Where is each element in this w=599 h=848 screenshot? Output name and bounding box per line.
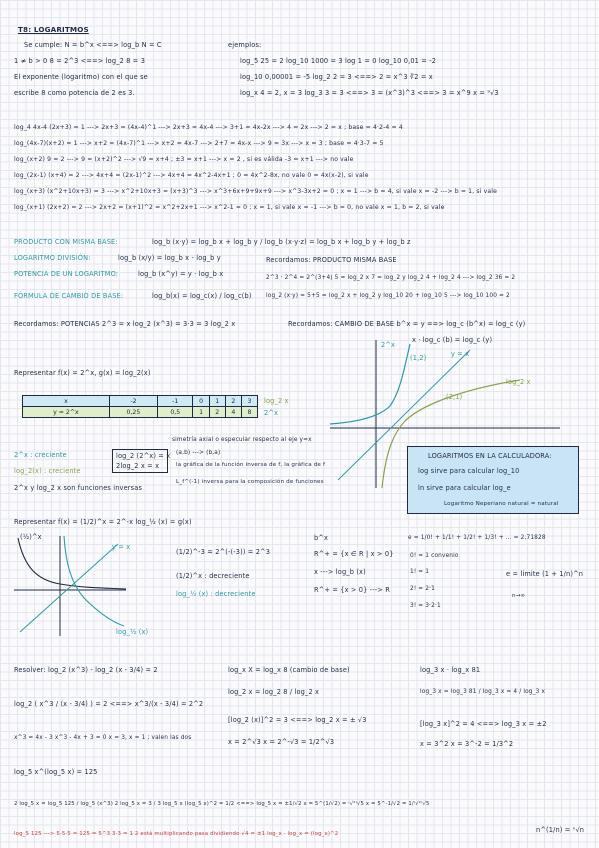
prop-product: log_b (x·y) = log_b x + log_b y / log_b (x·y·z) = log_b x + log_b y + log_b z [152,238,411,246]
values-table-header-row [23,396,258,407]
nth-root-note: n^(1/n) = ⁿ√n [536,826,585,834]
prop-division: log_b (x/y) = log_b x - log_b y [118,254,221,262]
base-change-2: [log_2 (x)]^2 = 3 <==> log_2 x = ± √3 [228,716,367,724]
domain-b-power: b^x [314,534,329,542]
curve-half-power [18,538,126,589]
values-table [22,395,258,418]
graph1-point-1: (1,2) [410,354,427,362]
table-cell: 0,25 [109,407,157,418]
rep2-decreasing-exp: (1/2)^x : decreciente [176,572,250,580]
log81-1: log_3 x = log_3 81 / log_3 x = 4 / log_3 x [420,689,546,695]
factorial-3: 3! = 3·2·1 [410,603,441,609]
base-change-1: log_2 x = log_2 8 / log_2 x [228,688,320,696]
values-table-row [23,407,258,418]
e-series: e = 1/0! + 1/1! + 1/2! + 1/3! + ... = 2,71828 [408,535,546,541]
example-line-1: log_5 25 = 2 log_10 1000 = 3 log 1 = 0 log_10 0,01 = -2 [240,57,437,65]
example-line-2: log_10 0,00001 = -5 log_2 2 = 3 <==> 2 = x^3 ∛2 = x [240,73,433,81]
graph2-label-exp: (½)^x [20,533,42,541]
examples-label: ejemplos: [228,41,262,49]
equation-2: log_(4x-7)(x+2) = 1 ---> x+2 = (4x-7)^1 ---> x+2 = 4x-7 ---> 2+7 = 4x-x ---> 9 = 3x ---> x = 3 ; base = 4·3-7 = 5 [14,140,384,147]
domain-map-2: R^+ = {x > 0} ---> R [314,586,390,594]
rep1-title: Representar f(x) = 2^x, g(x) = log_2(x) [14,369,151,377]
table-cell: 1 [193,407,209,418]
solve-step-2: x^3 = 4x - 3 x^3 - 4x + 3 = 0 x = 3, x = 1 ; valen las dos [14,735,192,741]
graph-decreasing [14,536,126,636]
recall-product-b: log_2 (x·y) = 5+5 = log_2 x + log_2 y log_10 20 + log_10 5 ---> log_10 100 = 2 [266,293,510,299]
equation-5: log_(x+3) (x^2+10x+3) = 3 ---> x^2+10x+3 = (x+3)^3 ---> x^3+6x+9+9x+9 ---> x^3-3x+2 = 0 ; x = 1 ---> b = 4, si vale x = -2 ---> b = 1, si vale [14,188,498,195]
symmetry-note: simetría axial o especular respecto al eje y=x [172,437,312,443]
log125-note: log_5 125 ---> 5·5·5 = 125 = 5^3 3·3 = 1 2 está multiplicando pasa dividiendo √4 = ±1 log_x · log_x = (log_x)^2 [14,831,339,837]
inverse-functions-note: 2^x y log_2 x son funciones inversas [14,484,143,492]
calculator-natural: Logaritmo Neperiano natural = natural [444,501,559,507]
table-cell: x [23,396,110,407]
log81-2: [log_3 x]^2 = 4 <==> log_3 x = ±2 [420,720,547,728]
graph2-label-yx: y = x [112,543,131,551]
graph1-label-log: log_2 x [506,378,531,386]
base-change-title: log_x X = log_x 8 (cambio de base) [228,666,350,674]
table-cell: -2 [109,396,157,407]
table-cell: 0,5 [158,407,193,418]
prop-product-label: PRODUCTO CON MISMA BASE: [14,238,118,246]
recall-base-change: Recordamos: CAMBIO DE BASE b^x = y ==> log_c (b^x) = log_c (y) [288,320,526,328]
table-cell: 4 [225,407,241,418]
log81-title: log_3 x · log_x 81 [420,666,481,674]
prop-power: log_b (x^y) = y · log_b x [138,270,224,278]
recall-powers: Recordamos: POTENCIAS 2^3 = x log_2 (x^3) = 3·3 = 3 log_2 x [14,320,236,328]
solve-title: Resolver: log_2 (x^3) - log_2 (x - 3/4) = 2 [14,666,158,674]
table-cell: 2 [209,407,225,418]
graph1-label-yx: y = x [451,350,470,358]
log125-title: log_5 x^(log_5 x) = 125 [14,768,98,776]
calculator-title: LOGARITMOS EN LA CALCULADORA: [428,452,552,460]
curve-exp [330,344,410,424]
rep2-decreasing-log: log_½ (x) : decreciente [176,590,256,598]
domain-map: x ---> log_b (x) [314,568,366,576]
solve-step-1: log_2 ( x^3 / (x - 3/4) ) = 2 <==> x^3/(x - 3/4) = 2^2 [14,700,204,708]
calculator-ln: ln sirve para calcular log_e [418,484,511,492]
table-cell: 0 [193,396,209,407]
e-limit-n: n→∞ [512,593,526,599]
equation-4: log_(2x-1) (x+4) = 2 ---> 4x+4 = (2x-1)^2 ---> 4x+4 = 4x^2-4x+1 ; 0 = 4x^2-8x, no vale 0 = 4x(x-2), si vale [14,172,369,179]
page-title: T8: LOGARITMOS [18,25,89,34]
table-cell: 3 [241,396,257,407]
inverse-note-1: (a,b) ---> (b,a) [176,450,221,456]
inverse-note-2: la gráfica de la función inversa de f, la gráfica de f [176,462,326,468]
equation-3: log_(x+2) 9 = 2 ---> 9 = (x+2)^2 ---> √9 = x+4 ; ±3 = x+1 ---> x = 2 , si es válida -3 = x+1 ---> no vale [14,156,354,163]
calculator-log: log sirve para calcular log_10 [418,467,520,475]
equation-6: log_(x+1) (2x+2) = 2 ---> 2x+2 = (x+1)^2 = x^2+2x+1 ---> x^2-1 = 0 ; x = 1, si vale x = -1 ---> b = 0, no vale x = 1, b = 2, si vale [14,204,445,211]
rep2-title: Representar f(x) = (1/2)^x = 2^-x log_½ (x) = g(x) [14,518,192,526]
table-cell: 1 [209,396,225,407]
e-limit: e = límite (1 + 1/n)^n [506,570,584,578]
table-cell: -1 [158,396,193,407]
table-side-log: log_2 x [264,397,289,405]
rep2-calc: (1/2)^-3 = 2^(-(-3)) = 2^3 [176,548,271,556]
recall-base-change-b: x · log_c (b) = log_c (y) [412,336,493,344]
log125-line: 2 log_5 x = log_5 125 / log_5 (x^3) 2 log_5 x = 3 / 3 log_5 x (log_5 x)^2 = 1/2 <==> log_5 x = ±1/√2 x = 5^(1/√2) = ⁽√²⁾√5 x = 5^-1/√2 = 1/⁽√²⁾√5 [14,801,430,807]
table-cell: 8 [241,407,257,418]
log-increasing: log_2(x) : creciente [14,467,81,475]
graph2-label-log: log_½ (x) [116,628,149,636]
prop-power-label: POTENCIA DE UN LOGARITMO: [14,270,119,278]
equation-1: log_4 4x-4 (2x+3) = 1 ---> 2x+3 = (4x-4)^1 ---> 2x+3 = 4x-4 ---> 3+1 = 4x-2x ---> 4 = 2x ---> 2 = x ; base = 4·2-4 = 4 [14,124,403,131]
intro-line-2: 1 ≠ b > 0 8 = 2^3 <==> log_2 8 = 3 [14,57,146,65]
graph1-label-exp: 2^x [381,341,396,349]
log81-3: x = 3^2 x = 3^-2 = 1/3^2 [420,740,514,748]
graph1-point-2: (2,1) [446,393,463,401]
recall-product-a: 2^3 · 2^4 = 2^(3+4) 5 = log_2 x 7 = log_2 y log_2 4 + log_2 4 ---> log_2 36 = 2 [266,275,516,281]
factorial-0: 0! = 1 convenio [410,553,459,559]
inverse-note-3: L_f^(-1) inversa para la composición de funciones [176,479,324,485]
prop-base-change: log_b(x) = log_c(x) / log_c(b) [152,292,252,300]
exp-increasing: 2^x : creciente [14,451,67,459]
table-side-exp: 2^x [264,409,279,417]
identity-1: log_2 (2^x) = x [116,452,171,460]
table-cell: y = 2^x [23,407,110,418]
recall-product-title: Recordamos: PRODUCTO MISMA BASE [266,256,397,264]
example-line-3: log_x 4 = 2, x = 3 log_3 3 = 3 <==> 3 = (x^3)^3 <==> 3 = x^9 x = ⁹√3 [240,89,499,97]
domain-set: R^+ = {x ∈ R | x > 0} [314,550,394,558]
factorial-1: 1! = 1 [410,569,430,575]
prop-division-label: LOGARITMO DIVISIÓN: [14,254,91,262]
intro-line-3: El exponente (logaritmo) con el que se [14,73,148,81]
prop-base-change-label: FÓRMULA DE CAMBIO DE BASE: [14,292,124,300]
intro-line-1: Se cumple: N = b^x <==> log_b N = C [24,41,162,49]
identity-2: 2log_2 x = x [116,462,160,470]
table-cell: 2 [225,396,241,407]
base-change-3: x = 2^√3 x = 2^-√3 = 1/2^√3 [228,738,335,746]
intro-line-4: escribe 8 como potencia de 2 es 3. [14,89,135,97]
factorial-2: 2! = 2·1 [410,586,435,592]
